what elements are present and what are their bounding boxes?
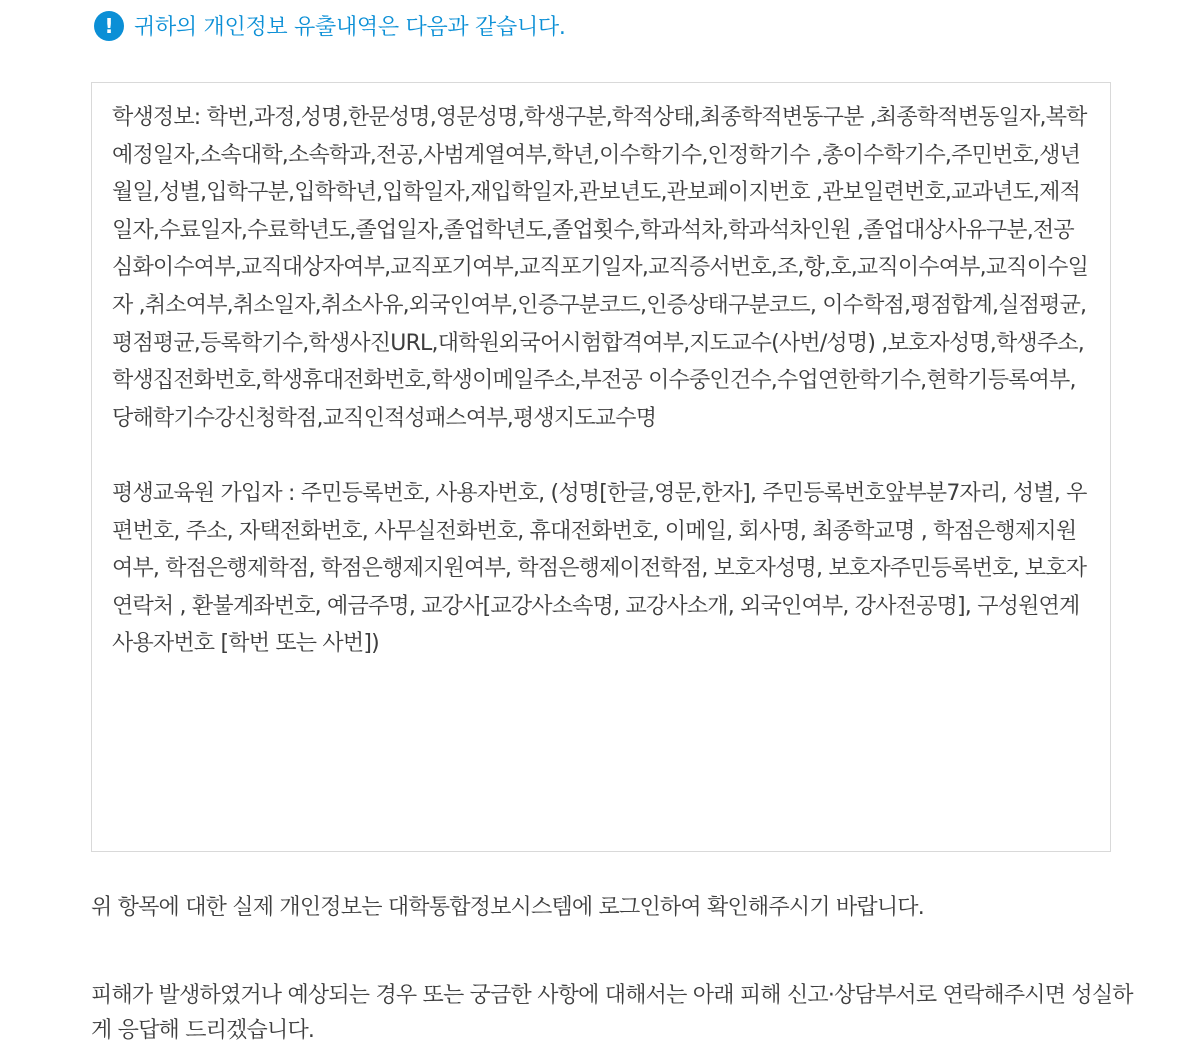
leaked-info-box: [91, 82, 1111, 852]
notice-text: 귀하의 개인정보 유출내역은 다음과 같습니다.: [134, 15, 566, 40]
check-info-message: 위 항목에 대한 실제 개인정보는 대학통합정보시스템에 로그인하여 확인해주시기 바랍니다.: [91, 895, 924, 920]
student-info-list: 학생정보: 학번,과정,성명,한문성명,영문성명,학생구분,학적상태,최종학적변동구분 ,최종학적변동일자,복학예정일자,소속대학,소속학과,전공,사범계열여부,학년,이수학기수,인정학기수 ,총이수학기수,주민번호,생년월일,성별,입학구분,입학학년,입학일자,재입학일자,관보년도,관보페이지번호 ,관보일련번호,교과년도,제적일자,수료일자,수료학년도,졸업일자,졸업학년도,졸업횟수,학과석차,학과석차인원 ,졸업대상사유구분,전공심화이수여부,교직대상자여부,교직포기여부,교직포기일자,교직증서번호,조,항,호,교직이수여부,교직이수일자 ,취소여부,취소일자,취소사유,외국인여부,인증구분코드,인증상태구분코드, 이수학점,평점합계,실점평균,평점평균,등록학기수,학생사진URL,대학원외국어시험합격여부,지도교수(사번/성명) ,보호자성명,학생주소,학생집전화번호,학생휴대전화번호,학생이메일주소,부전공 이수중인건수,수업연한학기수,현학기등록여부,당해학기수강신청학점,교직인적성패스여부,평생지도교수명: [112, 105, 1089, 431]
notice-header: [94, 10, 566, 41]
exclamation-circle-icon: !: [94, 11, 124, 41]
lifelong-member-info-list: 평생교육원 가입자 : 주민등록번호, 사용자번호, (성명[한글,영문,한자], 주민등록번호앞부분7자리, 성별, 우편번호, 주소, 자택전화번호, 사무실전화번호, 휴대전화번호, 이메일, 회사명, 최종학교명 , 학점은행제지원여부, 학점은행제학점, 학점은행제지원여부, 학점은행제이전학점, 보호자성명, 보호자주민등록번호, 보호자연락처 , 환불계좌번호, 예금주명, 교강사[교강사소속명, 교강사소개, 외국인여부, 강사전공명], 구성원연계사용자번호 [학번 또는 사번]): [112, 480, 1087, 657]
contact-message: 피해가 발생하였거나 예상되는 경우 또는 궁금한 사항에 대해서는 아래 피해 신고·상담부서로 연락해주시면 성실하게 응답해 드리겠습니다.: [91, 983, 1133, 1043]
